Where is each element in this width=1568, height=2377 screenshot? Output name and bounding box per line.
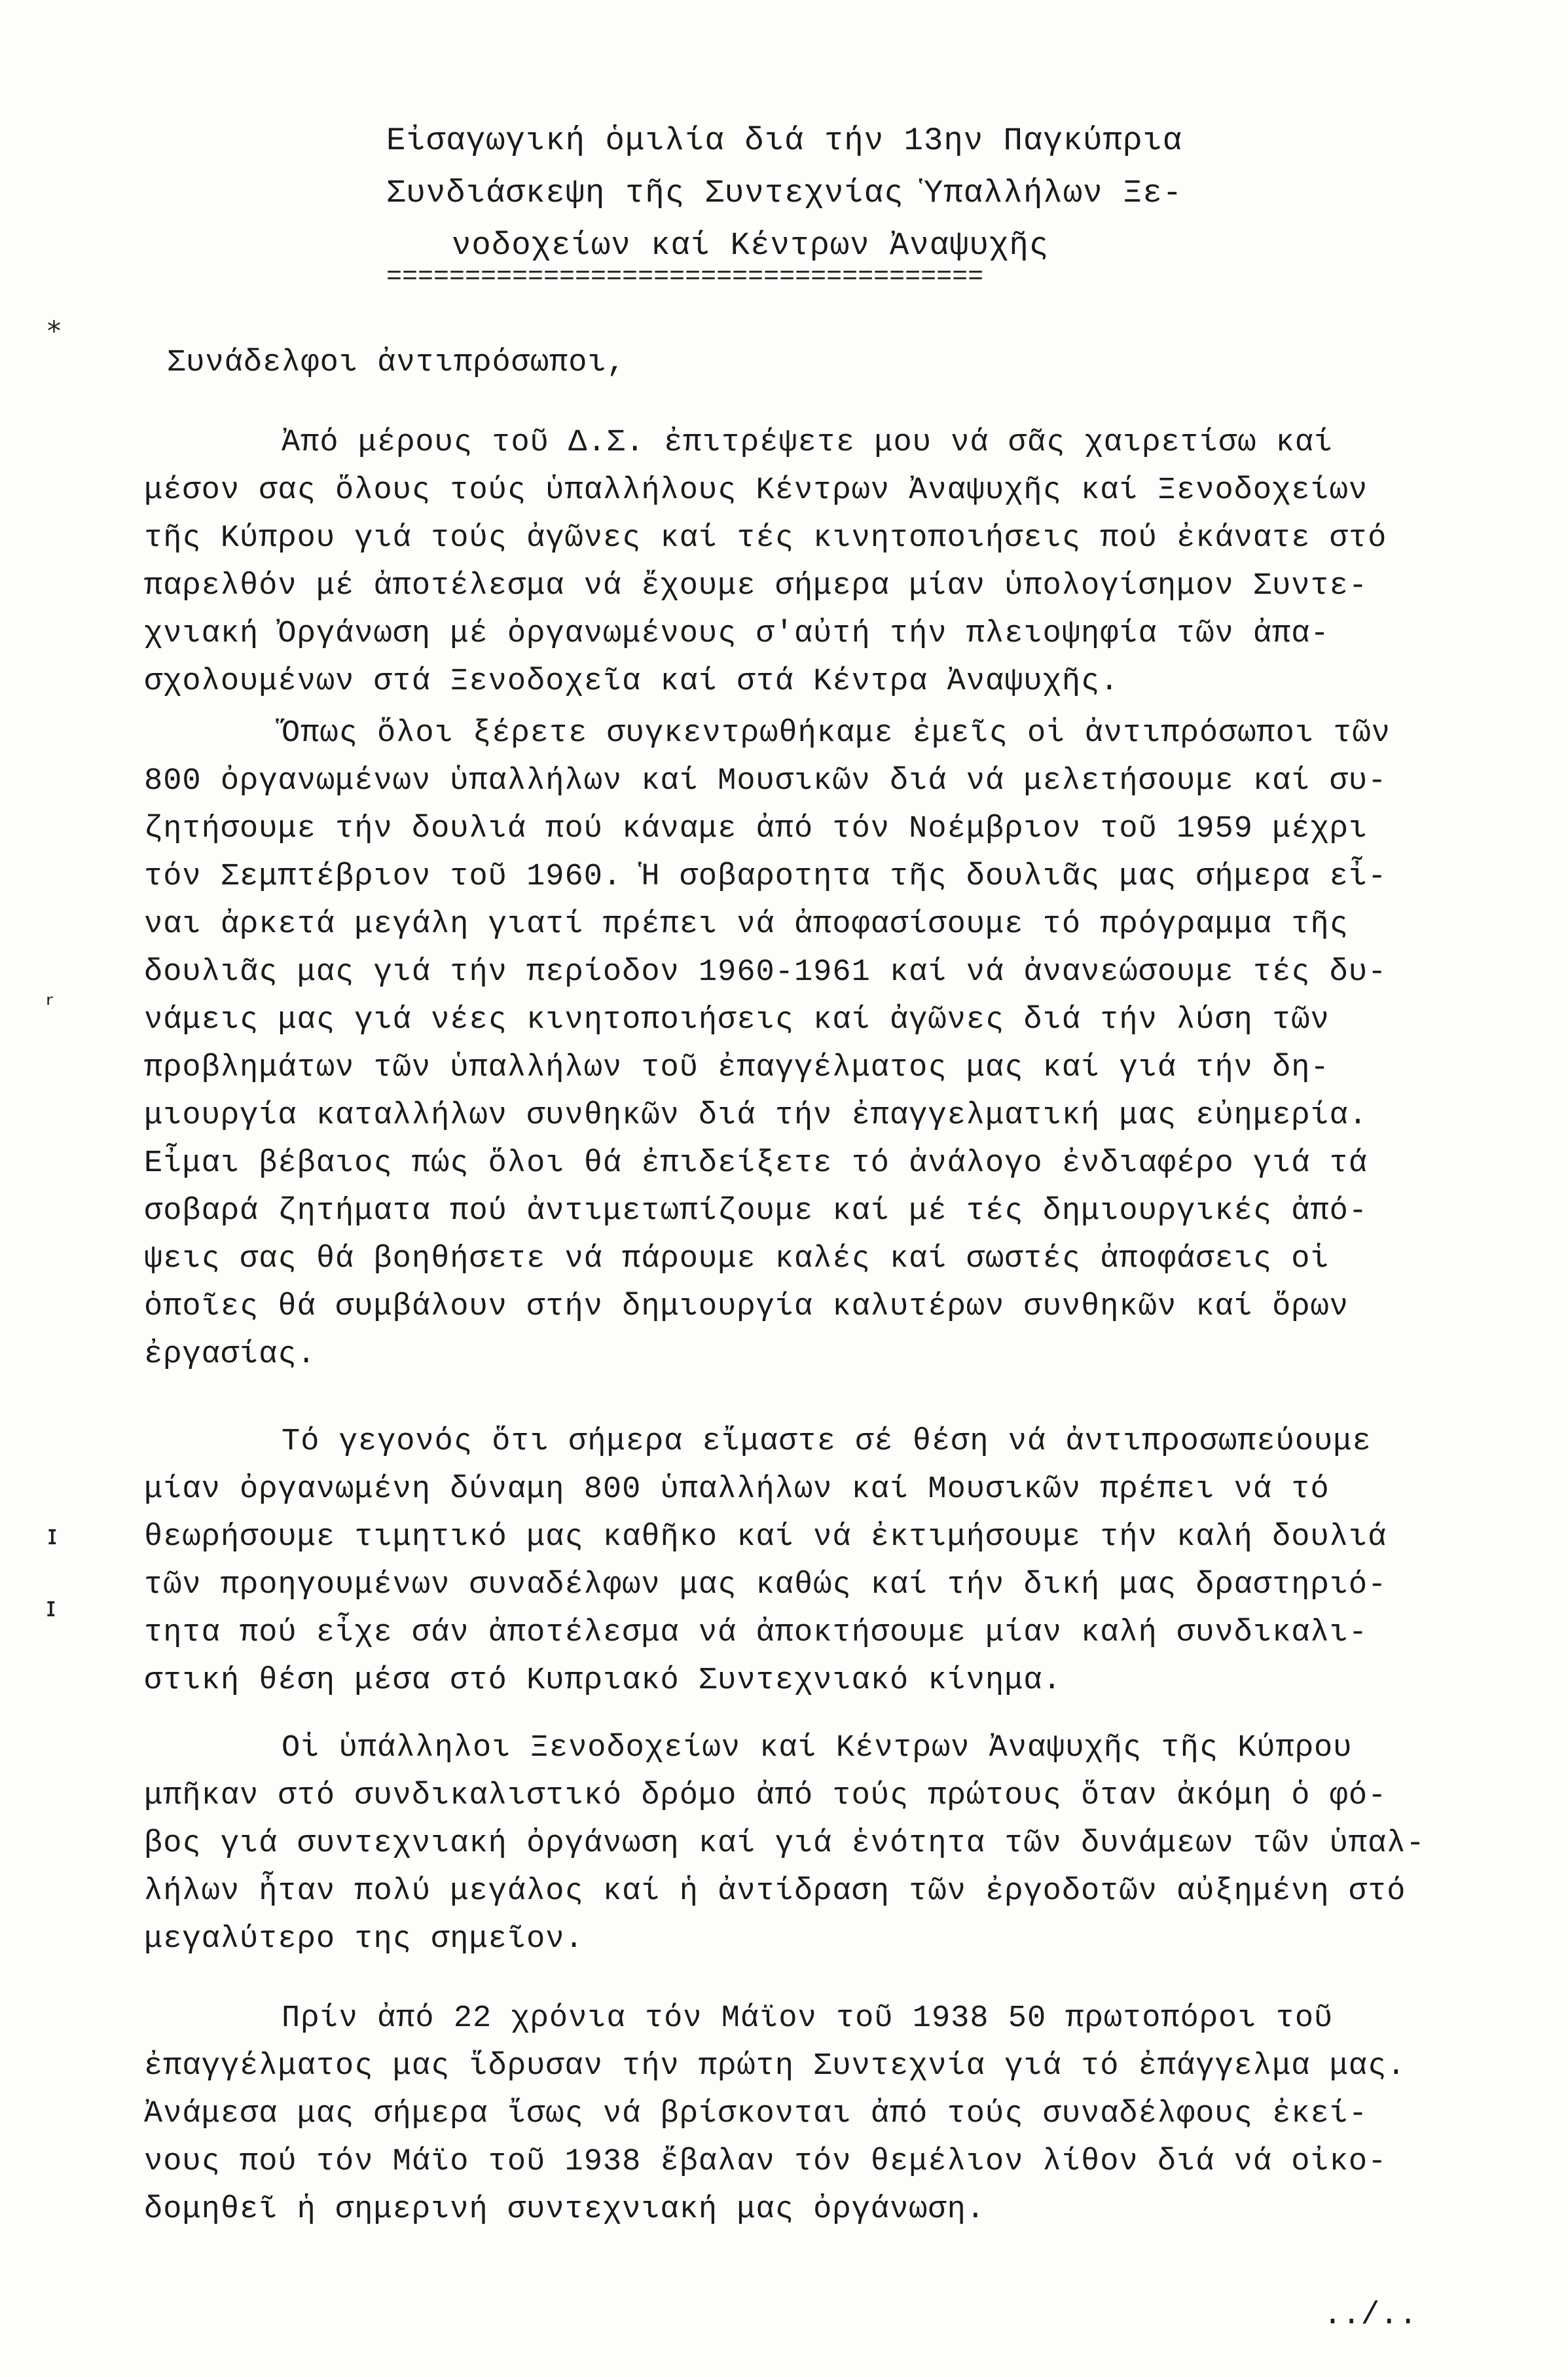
paragraph-line: Ἀπό μέρους τοῦ Δ.Σ. ἐπιτρέψετε μου νά σᾶς χαιρετίσω καί [282,426,1334,460]
paragraph-line: ὁποῖες θά συμβάλουν στήν δημιουργία καλυτέρων συνθηκῶν καί ὅρων [144,1290,1349,1324]
paragraph-line: θεωρήσουμε τιμητικό μας καθῆκο καί νά ἐκτιμήσουμε τήν καλή δουλιά [144,1520,1387,1555]
paragraph-line: ζητήσουμε τήν δουλιά πού κάναμε ἀπό τόν Νοέμβριον τοῦ 1959 μέχρι [144,812,1368,846]
paragraph-line: χνιακή Ὀργάνωση μέ ὀργανωμένους σ'αὐτή τήν πλειοψηφία τῶν ἀπα- [144,617,1330,651]
paragraph-line: μιουργία καταλλήλων συνθηκῶν διά τήν ἐπαγγελματική μας εὐημερία. [144,1098,1368,1133]
title-line-1: Εἰσαγωγική ὁμιλία διά τήν 13ην Παγκύπρια [386,122,1183,159]
paragraph-line: τητα πού εἶχε σάν ἀποτέλεσμα νά ἀποκτήσουμε μίαν καλή συνδικαλι- [144,1616,1368,1650]
paragraph-line: νους πού τόν Μάϊο τοῦ 1938 ἔβαλαν τόν θεμέλιον λίθον διά νά οἰκο- [144,2145,1387,2179]
continuation-marker: ../.. [1322,2298,1417,2333]
paragraph-line: Ἀνάμεσα μας σήμερα ἴσως νά βρίσκονται ἀπό τούς συναδέλφους ἐκεί- [144,2097,1368,2132]
paragraph-line: ἐπαγγέλματος μας ἵδρυσαν τήν πρώτη Συντεχνία γιά τό ἐπάγγελμα μας. [144,2049,1406,2084]
document-title [386,115,1237,287]
paragraph [144,710,1493,1379]
paragraph-line: βος γιά συντεχνιακή ὀργάνωση καί γιά ἑνότητα τῶν δυνάμεων τῶν ὑπαλ- [144,1826,1425,1861]
paragraph-line: Τό γεγονός ὅτι σήμερα εἴμαστε σέ θέση νά ἀντιπροσωπεύουμε [282,1424,1372,1459]
paragraph-line: τόν Σεμπτέβριον τοῦ 1960. Ἡ σοβαροτητα τῆς δουλιᾶς μας σήμερα εἶ- [144,860,1387,894]
salutation: Συνάδελφοι ἀντιπρόσωποι, [167,346,626,380]
paragraph-line: μπῆκαν στό συνδικαλιστικό δρόμο ἀπό τούς πρώτους ὅταν ἀκόμη ὁ φό- [144,1779,1387,1813]
paragraph-line: προβλημάτων τῶν ὑπαλλήλων τοῦ ἐπαγγέλματος μας καί γιά τήν δη- [144,1051,1330,1085]
paragraph-line: σχολουμένων στά Ξενοδοχεῖα καί στά Κέντρα Ἀναψυχῆς. [144,664,1120,699]
margin-mark: ʳ [46,989,53,1021]
paragraph [144,1724,1493,1963]
paragraph-line: δουλιᾶς μας γιά τήν περίοδον 1960-1961 καί νά ἀνανεώσουμε τές δυ- [144,955,1387,990]
paragraph-line: μέσον σας ὅλους τούς ὑπαλλήλους Κέντρων Ἀναψυχῆς καί Ξενοδοχείων [144,473,1368,508]
paragraph-line: μίαν ὀργανωμένη δύναμη 800 ὑπαλλήλων καί Μουσικῶν πρέπει νά τό [144,1472,1330,1507]
paragraph [144,419,1493,706]
paragraph [144,1418,1493,1705]
paragraph-line: 800 ὀργανωμένων ὑπαλλήλων καί Μουσικῶν διά νά μελετήσουμε καί συ- [144,764,1387,799]
paragraph-line: λήλων ἦταν πολύ μεγάλος καί ἡ ἀντίδραση τῶν ἐργοδοτῶν αὐξημένη στό [144,1874,1406,1909]
paragraph-line: παρελθόν μέ ἀποτέλεσμα νά ἔχουμε σήμερα μίαν ὑπολογίσημον Συντε- [144,569,1368,604]
paragraph-line: ἐργασίας. [144,1337,316,1372]
paragraph-line: δομηθεῖ ἡ σημερινή συντεχνιακή μας ὀργάνωση. [144,2192,986,2227]
paragraph-line: στική θέση μέσα στό Κυπριακό Συντεχνιακό κίνημα. [144,1663,1062,1698]
paragraph-line: τῆς Κύπρου γιά τούς ἀγῶνες καί τές κινητοποιήσεις πού ἐκάνατε στό [144,521,1387,556]
margin-mark: ⁎ [47,306,61,338]
paragraph-line: Πρίν ἀπό 22 χρόνια τόν Μάϊον τοῦ 1938 50 πρωτοπόροι τοῦ [282,2001,1334,2036]
document-body [144,419,1493,2234]
paragraph-line: Ὅπως ὅλοι ξέρετε συγκεντρωθήκαμε ἐμεῖς οἱ ἀντιπρόσωποι τῶν [282,716,1391,751]
paragraph-line: Οἱ ὑπάλληλοι Ξενοδοχείων καί Κέντρων Ἀναψυχῆς τῆς Κύπρου [282,1731,1353,1766]
paragraph [144,1995,1493,2234]
title-line-2: Συνδιάσκεψη τῆς Συντεχνίας Ὑπαλλήλων Ξε- [386,175,1183,211]
margin-mark: ɪ [46,1591,56,1623]
paragraph-line: ναι ἀρκετά μεγάλη γιατί πρέπει νά ἀποφασίσουμε τό πρόγραμμα τῆς [144,907,1349,942]
paragraph-line: μεγαλύτερο της σημεῖον. [144,1922,584,1957]
paragraph-line: νάμεις μας γιά νέες κινητοποιήσεις καί ἀγῶνες διά τήν λύση τῶν [144,1003,1330,1038]
paragraph-line: Εἶμαι βέβαιος πώς ὅλοι θά ἐπιδείξετε τό ἀνάλογο ἐνδιαφέρο γιά τά [144,1146,1368,1181]
paragraph-line: τῶν προηγουμένων συναδέλφων μας καθώς καί τήν δική μας δραστηριό- [144,1568,1387,1603]
title-underline: ====================================== [386,268,984,287]
title-line-3: νοδοχείων καί Κέντρων Ἀναψυχῆς [452,227,1049,264]
paragraph-line: ψεις σας θά βοηθήσετε νά πάρουμε καλές καί σωστές ἀποφάσεις οἱ [144,1242,1330,1277]
margin-mark: ɪ [47,1519,58,1551]
paragraph-line: σοβαρά ζητήματα πού ἀντιμετωπίζουμε καί μέ τές δημιουργικές ἀπό- [144,1194,1368,1229]
